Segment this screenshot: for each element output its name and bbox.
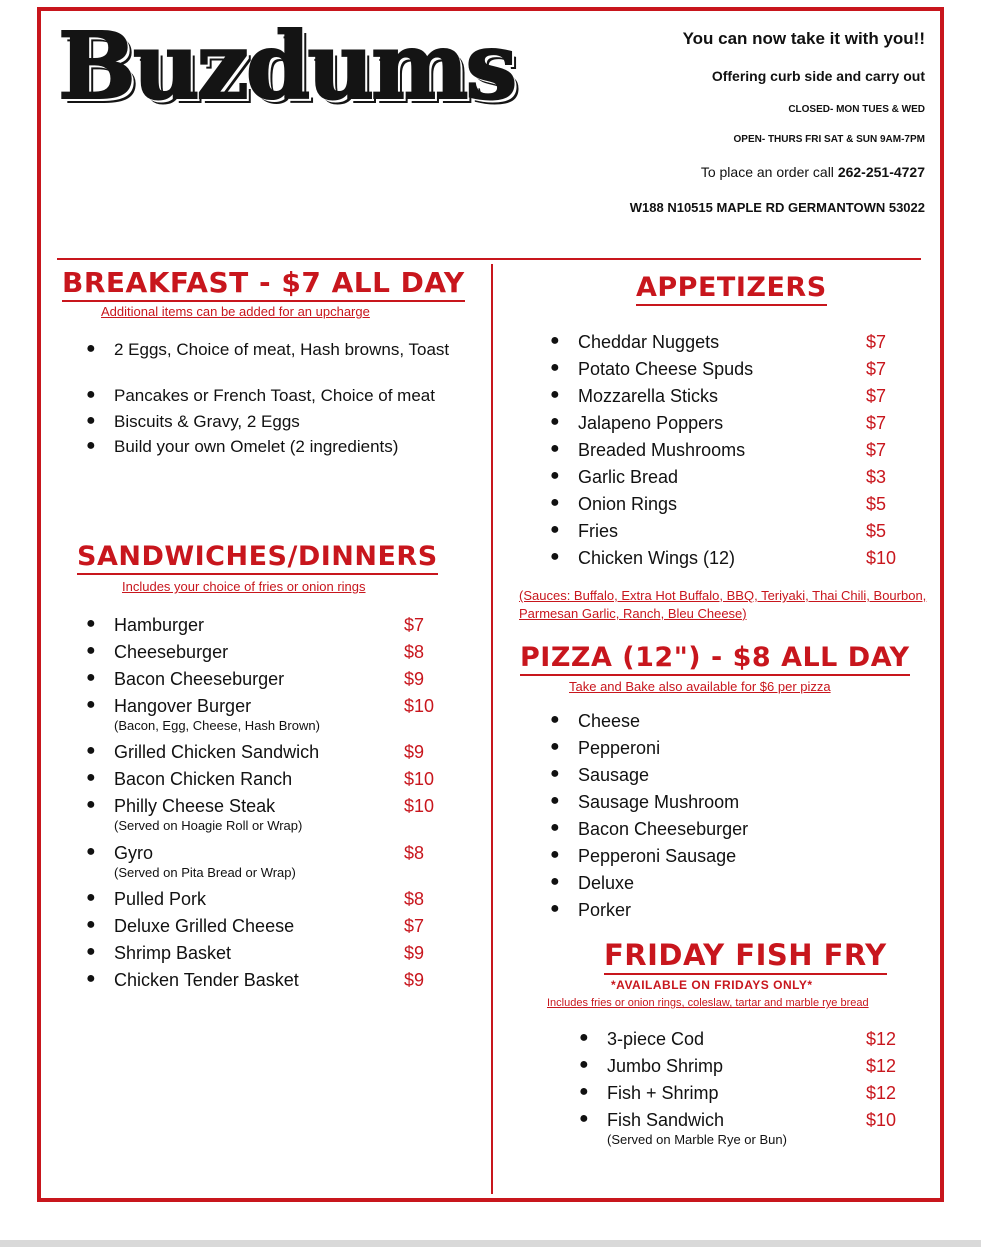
item-name: Sausage [578, 765, 650, 785]
bullet: ● [550, 846, 560, 863]
bullet: ● [550, 738, 560, 755]
list-item [86, 769, 435, 796]
bullet: ● [550, 711, 560, 728]
item-name: Hamburger [114, 615, 205, 635]
list-item [550, 548, 897, 575]
bullet: ● [550, 548, 560, 565]
list-item [86, 696, 435, 742]
item-name: Jalapeno Poppers [578, 413, 724, 433]
fish-fry-title: FRIDAY FISH FRY [604, 940, 887, 975]
list-item [86, 970, 425, 997]
bullet: ● [86, 412, 96, 429]
list-item [550, 413, 887, 440]
list-item [579, 1083, 897, 1110]
list-item [579, 1110, 897, 1156]
pizza-title: PIZZA (12") - $8 ALL DAY [520, 643, 910, 676]
item-name: Breaded Mushrooms [578, 440, 746, 460]
item-title: Gyro [114, 843, 154, 863]
item-name: Bacon Cheeseburger [578, 819, 749, 839]
item-name: Jumbo Shrimp [607, 1056, 724, 1076]
list-item [550, 711, 748, 738]
bullet: ● [550, 386, 560, 403]
item-price: $10 [404, 769, 435, 789]
list-item [550, 900, 748, 927]
order-prefix: To place an order call [700, 164, 834, 180]
list-item [86, 843, 425, 889]
item-name: Fries [578, 521, 618, 541]
bullet: ● [550, 467, 560, 484]
list-item [550, 494, 887, 521]
bullet: ● [579, 1110, 589, 1127]
list-item [86, 943, 425, 970]
bullet: ● [86, 769, 96, 786]
bullet: ● [550, 494, 560, 511]
fish-includes: Includes fries or onion rings, coleslaw, tartar and marble rye bread [547, 997, 869, 1009]
bullet: ● [579, 1056, 589, 1073]
item-price: $8 [404, 889, 425, 909]
item-name: Porker [578, 900, 632, 920]
bullet: ● [86, 386, 96, 403]
bullet: ● [86, 642, 96, 659]
item-name: 2 Eggs, Choice of meat, Hash browns, Toast [114, 340, 450, 359]
item-title: Fish Sandwich [607, 1110, 725, 1130]
bullet: ● [579, 1083, 589, 1100]
item-note: (Served on Marble Rye or Bun) [607, 1132, 787, 1147]
item-name: Bacon Cheeseburger [114, 669, 285, 689]
bullet: ● [550, 873, 560, 890]
list-item [86, 437, 449, 462]
header-divider [57, 258, 921, 260]
bullet: ● [550, 900, 560, 917]
bullet: ● [550, 792, 560, 809]
item-name [114, 796, 302, 833]
item-price: $10 [866, 548, 897, 568]
pizza-list [550, 711, 749, 927]
fish-availability: *AVAILABLE ON FRIDAYS ONLY* [611, 978, 813, 992]
item-price: $7 [404, 916, 425, 936]
breakfast-list [86, 340, 450, 462]
list-item [86, 412, 449, 437]
list-item [550, 765, 748, 792]
item-price: $12 [866, 1029, 897, 1049]
item-price: $8 [404, 843, 425, 863]
item-price: $10 [404, 696, 435, 716]
bullet: ● [86, 437, 96, 454]
bullet: ● [86, 696, 96, 713]
item-name: Pepperoni [578, 738, 661, 758]
list-item [550, 386, 887, 413]
item-price: $9 [404, 669, 425, 689]
pizza-subtitle: Take and Bake also available for $6 per pizza [569, 679, 831, 694]
bullet: ● [86, 843, 96, 860]
column-divider [491, 264, 493, 1194]
sandwiches-title: SANDWICHES/DINNERS [77, 542, 438, 575]
list-item [550, 332, 887, 359]
item-name: Biscuits & Gravy, 2 Eggs [114, 412, 300, 431]
item-price: $7 [866, 386, 887, 406]
list-item [579, 1056, 897, 1083]
bullet: ● [86, 943, 96, 960]
list-item [86, 889, 425, 916]
fish-list [579, 1029, 897, 1156]
list-item [579, 1029, 897, 1056]
list-item [86, 916, 425, 943]
item-name: Chicken Wings (12) [578, 548, 736, 568]
item-price: $9 [404, 943, 425, 963]
open-hours: OPEN- THURS FRI SAT & SUN 9AM-7PM [733, 134, 925, 145]
list-item [86, 386, 449, 412]
item-price: $7 [866, 440, 887, 460]
item-note: (Bacon, Egg, Cheese, Hash Brown) [114, 718, 320, 733]
item-price: $10 [866, 1110, 897, 1130]
list-item [550, 738, 748, 765]
bullet: ● [86, 796, 96, 813]
item-price: $9 [404, 742, 425, 762]
item-name: Chicken Tender Basket [114, 970, 299, 990]
appetizers-title: APPETIZERS [636, 273, 827, 306]
bullet: ● [86, 889, 96, 906]
item-name: Pancakes or French Toast, Choice of meat [114, 386, 435, 405]
breakfast-subtitle: Additional items can be added for an upcharge [101, 304, 370, 319]
list-item [550, 359, 887, 386]
bullet: ● [550, 359, 560, 376]
item-name: Build your own Omelet (2 ingredients) [114, 437, 399, 456]
item-name [114, 696, 320, 733]
bullet: ● [550, 332, 560, 349]
item-name: Bacon Chicken Ranch [114, 769, 293, 789]
item-name: Pulled Pork [114, 889, 207, 909]
buzdums-logo: Buzdums [58, 12, 515, 120]
item-name: Potato Cheese Spuds [578, 359, 754, 379]
sandwiches-subtitle: Includes your choice of fries or onion rings [122, 579, 366, 594]
list-item [550, 846, 748, 873]
item-title: Philly Cheese Steak [114, 796, 276, 816]
order-line [701, 164, 925, 180]
sauces-note: (Sauces: Buffalo, Extra Hot Buffalo, BBQ, Teriyaki, Thai Chili, Bourbon, Parmesan Garlic, Ranch, Bleu Cheese) [519, 588, 927, 621]
curbside-line: Offering curb side and carry out [711, 68, 925, 84]
item-name: Cheddar Nuggets [578, 332, 720, 352]
item-name [607, 1110, 787, 1147]
list-item [550, 819, 749, 846]
page-bottom-strip [0, 1240, 981, 1247]
bullet: ● [550, 521, 560, 538]
bullet: ● [86, 669, 96, 686]
bullet: ● [86, 916, 96, 933]
list-item [550, 873, 748, 900]
list-item [550, 467, 887, 494]
item-price: $5 [866, 494, 887, 514]
list-item [86, 615, 425, 642]
list-item [550, 440, 887, 467]
item-price: $12 [866, 1056, 897, 1076]
item-name: Deluxe Grilled Cheese [114, 916, 295, 936]
item-name: Fish + Shrimp [607, 1083, 719, 1103]
list-item [550, 521, 887, 548]
bullet: ● [86, 970, 96, 987]
list-item [86, 796, 435, 843]
item-price: $7 [866, 413, 887, 433]
item-name: Cheese [578, 711, 641, 731]
item-price: $5 [866, 521, 887, 541]
item-price: $7 [404, 615, 425, 635]
bullet: ● [550, 819, 560, 836]
bullet: ● [579, 1029, 589, 1046]
item-note: (Served on Hoagie Roll or Wrap) [114, 818, 303, 833]
item-name: Onion Rings [578, 494, 678, 514]
item-name: Deluxe [578, 873, 635, 893]
item-price: $9 [404, 970, 425, 990]
item-name: Mozzarella Sticks [578, 386, 719, 406]
bullet: ● [550, 765, 560, 782]
list-item [86, 742, 425, 769]
item-name: Grilled Chicken Sandwich [114, 742, 320, 762]
bullet: ● [86, 340, 96, 357]
item-name: Sausage Mushroom [578, 792, 740, 812]
item-price: $8 [404, 642, 425, 662]
bullet: ● [86, 615, 96, 632]
takeout-line: You can now take it with you!! [682, 29, 925, 48]
list-item [86, 669, 425, 696]
list-item [86, 642, 425, 669]
item-price: $12 [866, 1083, 897, 1103]
item-title: Hangover Burger [114, 696, 252, 716]
item-note: (Served on Pita Bread or Wrap) [114, 865, 296, 880]
item-name: 3-piece Cod [607, 1029, 705, 1049]
item-name: Garlic Bread [578, 467, 679, 487]
breakfast-title: BREAKFAST - $7 ALL DAY [62, 268, 465, 302]
item-price: $10 [404, 796, 435, 816]
item-name: Cheeseburger [114, 642, 229, 662]
address: W188 N10515 MAPLE RD GERMANTOWN 53022 [629, 200, 925, 215]
closed-days: CLOSED- MON TUES & WED [788, 104, 925, 115]
phone-number[interactable]: 262-251-4727 [837, 164, 925, 180]
item-price: $7 [866, 359, 887, 379]
bullet: ● [550, 413, 560, 430]
item-name: Shrimp Basket [114, 943, 232, 963]
list-item [86, 340, 450, 386]
item-price: $7 [866, 332, 887, 352]
bullet: ● [550, 440, 560, 457]
item-name: Pepperoni Sausage [578, 846, 737, 866]
item-price: $3 [866, 467, 887, 487]
item-name [114, 843, 296, 880]
appetizers-list [550, 332, 897, 575]
sandwiches-list [86, 615, 435, 997]
list-item [550, 792, 748, 819]
bullet: ● [86, 742, 96, 759]
